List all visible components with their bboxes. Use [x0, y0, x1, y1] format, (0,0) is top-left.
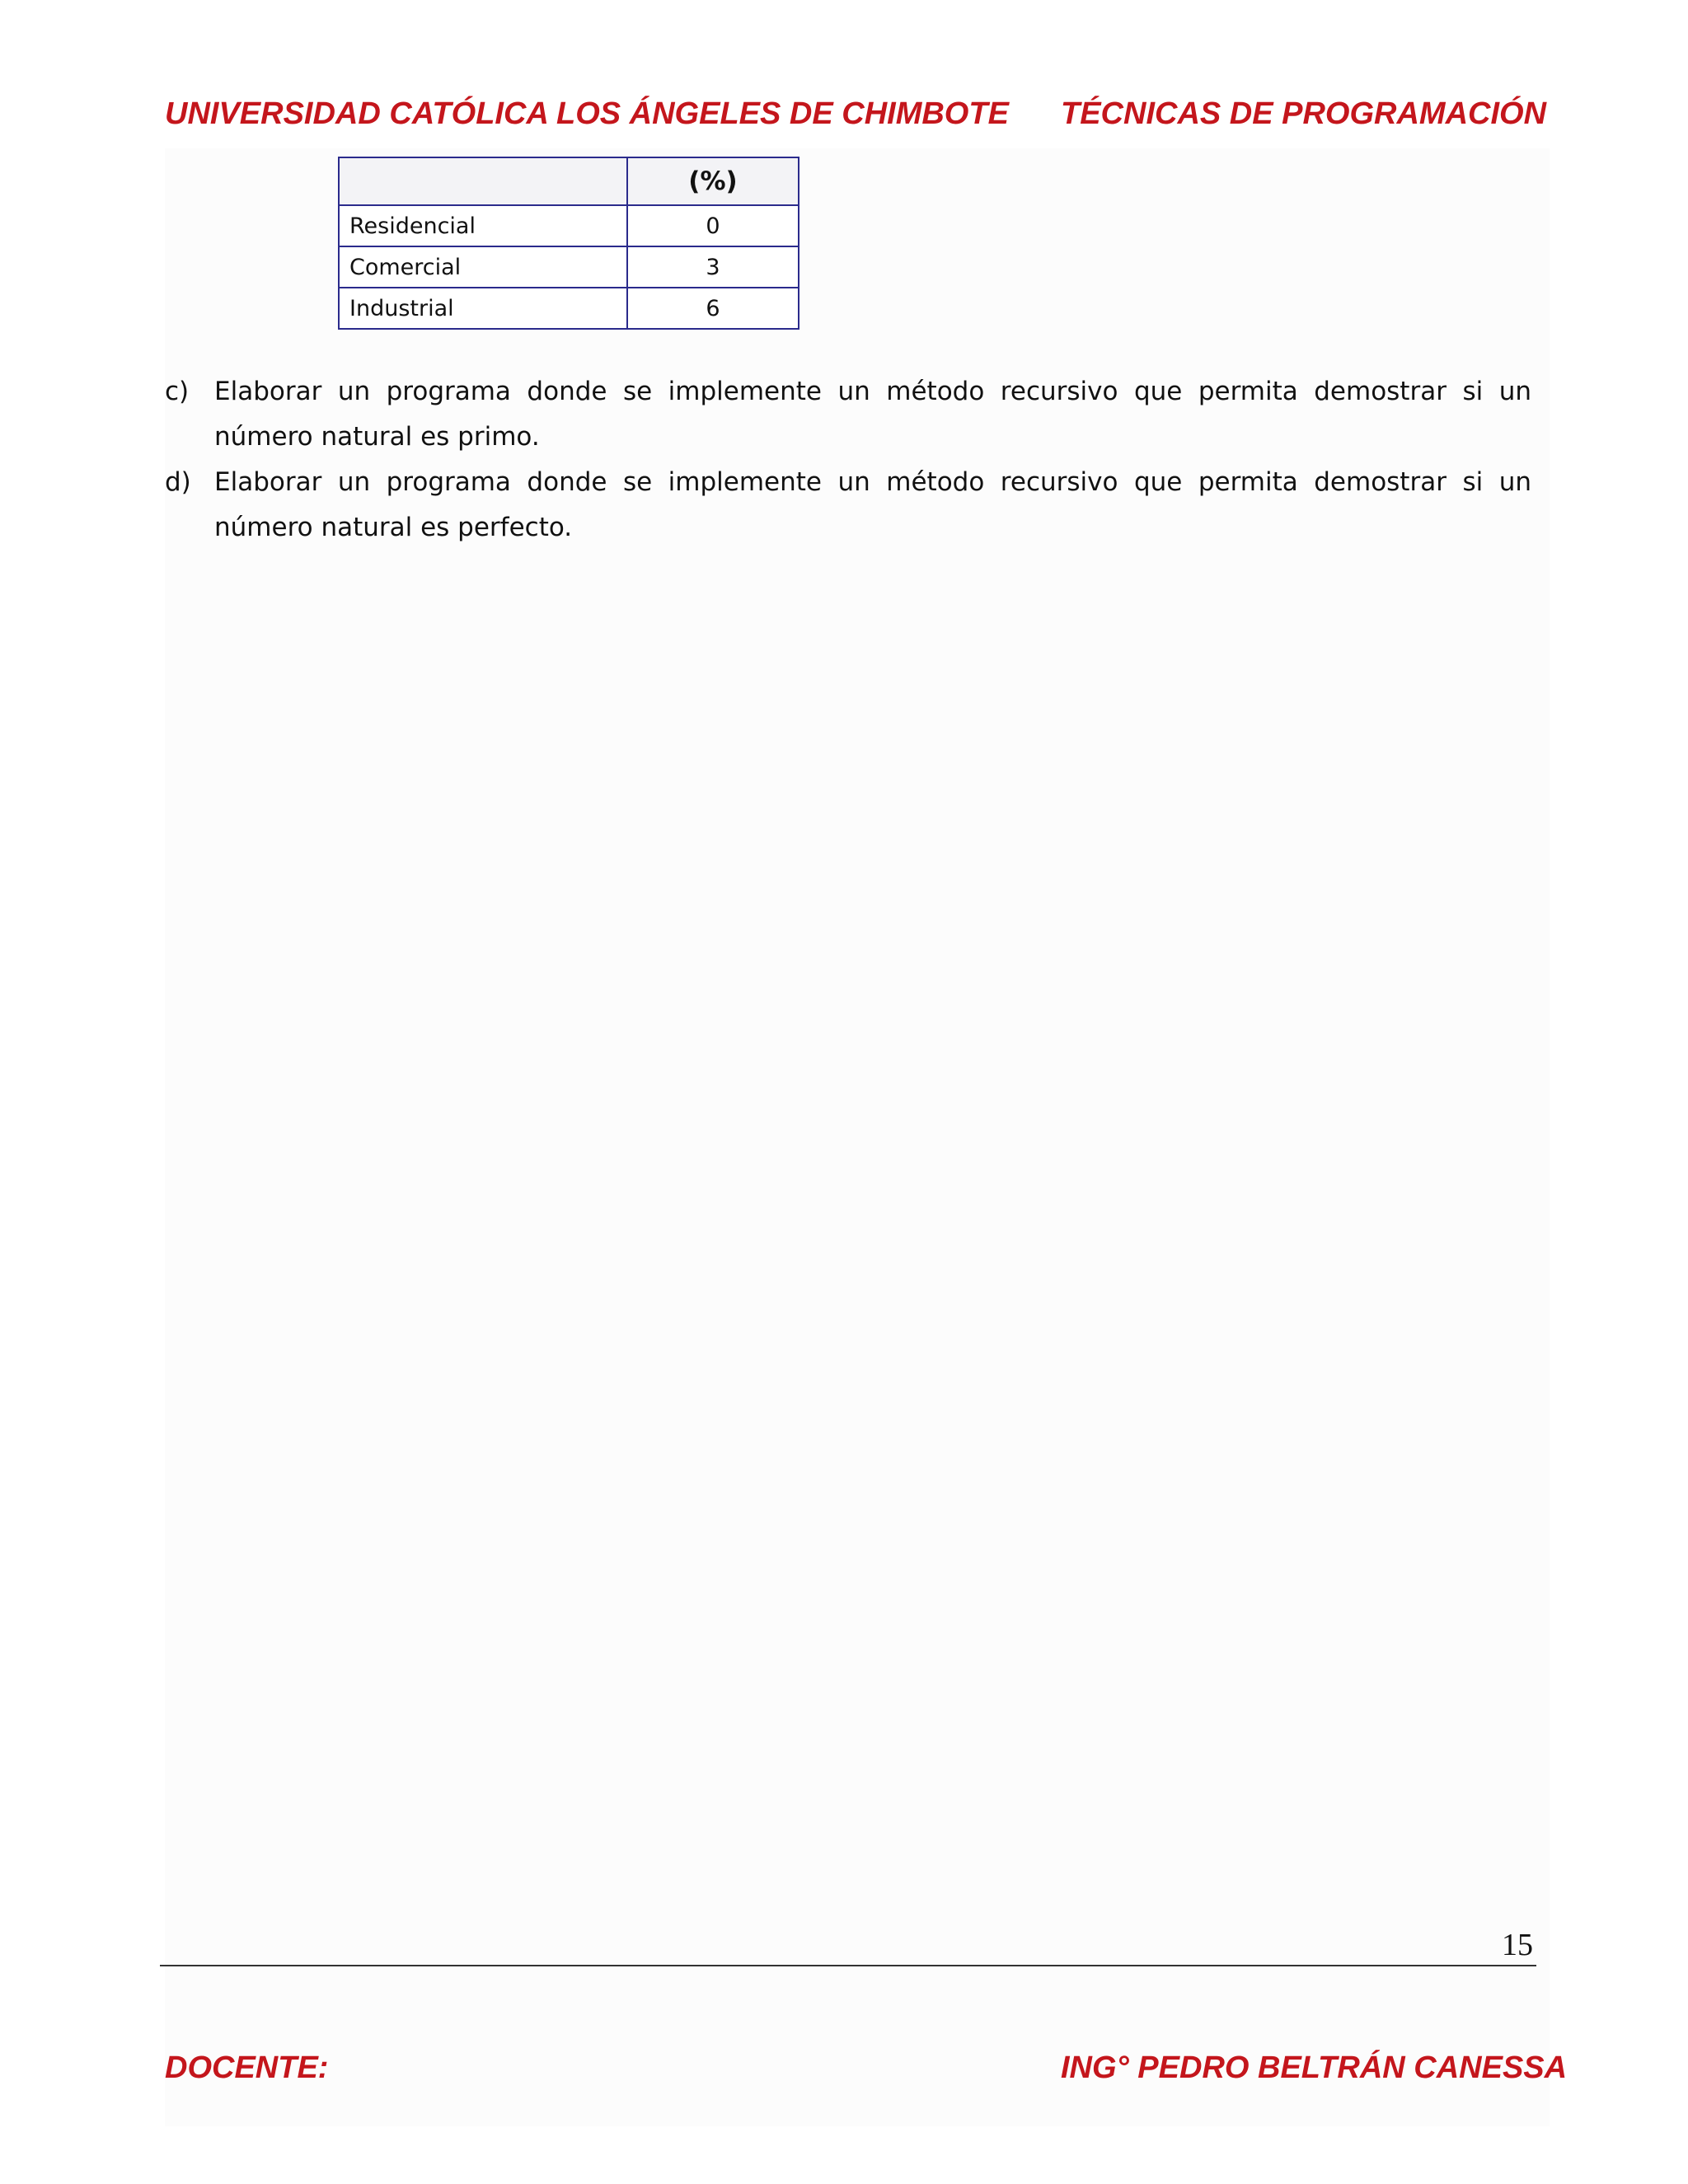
footer-teacher-name: ING° PEDRO BELTRÁN CANESSA [1061, 2050, 1568, 2085]
exercise-letter: d) [165, 467, 191, 497]
table-row [339, 246, 799, 288]
exercise-text: Elaborar un programa donde se implemente un método recursivo que permita demostrar si un número natural es perfecto. [214, 467, 1531, 542]
table-cell-percent: 6 [627, 288, 799, 329]
exercise-item [165, 460, 1531, 551]
table-cell-percent: 0 [627, 205, 799, 246]
header-university: UNIVERSIDAD CATÓLICA LOS ÁNGELES DE CHIMBOTE [165, 96, 1009, 131]
exercise-list [165, 369, 1531, 551]
table-header-cell: (%) [627, 157, 799, 205]
table-cell-sector: Industrial [339, 288, 627, 329]
table-cell-sector: Residencial [339, 205, 627, 246]
tariff-table [338, 157, 799, 330]
table-row [339, 205, 799, 246]
page-number: 15 [1502, 1928, 1533, 1962]
footer-divider [160, 1965, 1536, 1966]
table-header-row [339, 157, 799, 205]
exercise-letter: c) [165, 377, 190, 406]
table-cell-sector: Comercial [339, 246, 627, 288]
table-header-cell [339, 157, 627, 205]
exercise-item [165, 369, 1531, 460]
exercise-text: Elaborar un programa donde se implemente un método recursivo que permita demostrar si un número natural es primo. [214, 377, 1531, 452]
header-course: TÉCNICAS DE PROGRAMACIÓN [1061, 96, 1547, 131]
table-row [339, 288, 799, 329]
footer-label: DOCENTE: [165, 2050, 329, 2085]
table-cell-percent: 3 [627, 246, 799, 288]
